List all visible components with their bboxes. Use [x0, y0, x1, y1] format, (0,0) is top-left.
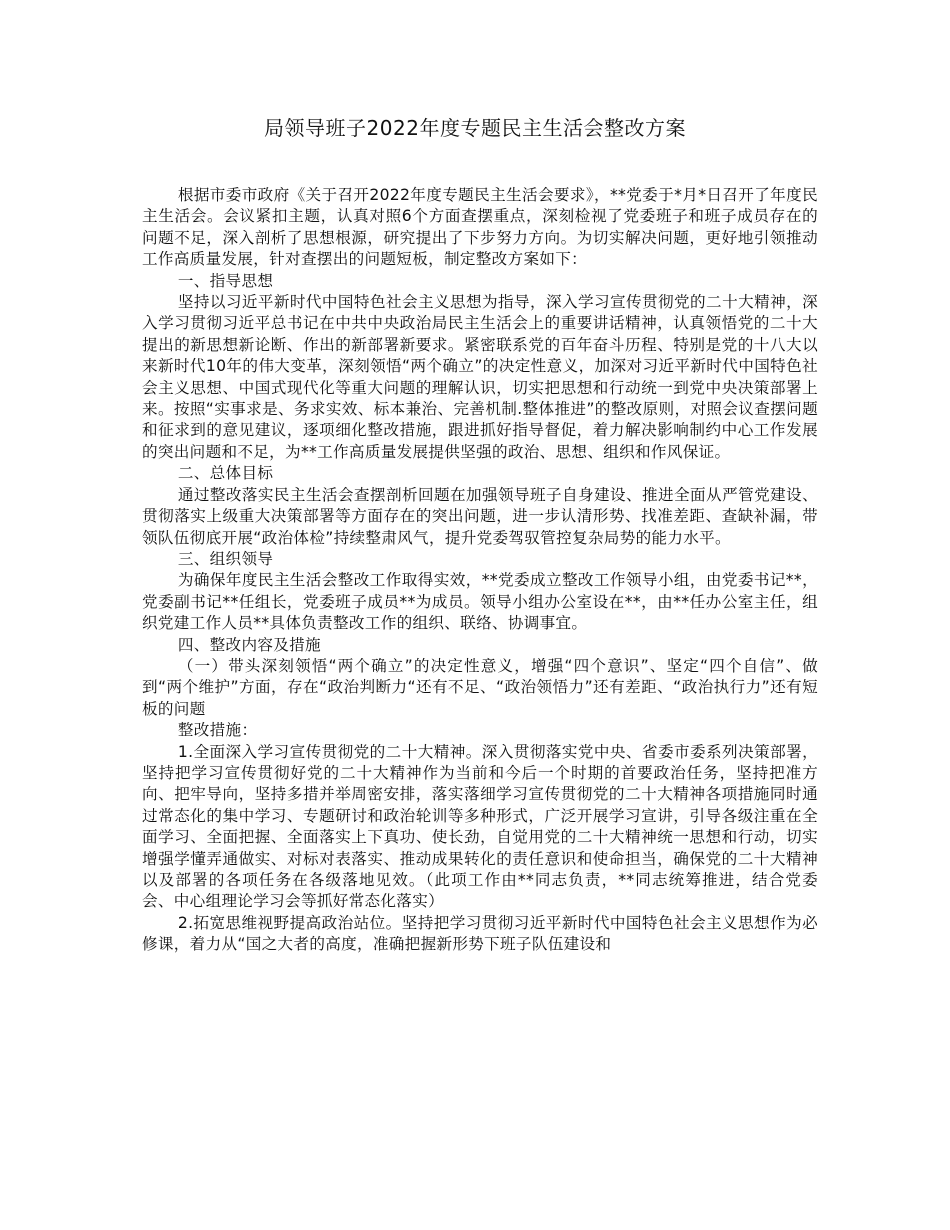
paragraph-measure-one: 1.全面深入学习宣传贯彻党的二十大精神。深入贯彻落实党中央、省委市委系列决策部署，坚持把学习宣传贯彻好党的二十大精神作为当前和今后一个时期的首要政治任务，坚持把准方向、把牢导向，坚持多措并举周密安排，落实落细学习宣传贯彻党的二十大精神各项措施同时通过常态化的集中学习、专题研讨和政治轮训等多种形式，广泛开展学习宣讲，引导各级注重在全面学习、全面把握、全面落实上下真功、使长劲，自觉用党的二十大精神统一思想和行动，切实增强学懂弄通做实、对标对表落实、推动成果转化的责任意识和使命担当，确保党的二十大精神以及部署的各项任务在各级落地见效。（此项工作由**同志负责，**同志统筹推进，结合党委会、中心组理论学习会等抓好常态化落实）: [142, 742, 818, 911]
paragraph-guiding-ideology: 坚持以习近平新时代中国特色社会主义思想为指导，深入学习宣传贯彻党的二十大精神，深入学习贯彻习近平总书记在中共中央政治局民主生活会上的重要讲话精神，认真领悟党的二十大提出的新思想新论断、作出的新部署新要求。紧密联系党的百年奋斗历程、特别是党的十八大以来新时代10年的伟大变革，深刻领悟“两个确立”的决定性意义，加深对习近平新时代中国特色社会主义思想、中国式现代化等重大问题的理解认识，切实把思想和行动统一到党中央决策部署上来。按照“实事求是、务求实效、标本兼治、完善机制.整体推进”的整改原则，对照会议查摆问题和征求到的意见建议，逐项细化整改措施，跟进抓好指导督促，着力解决影响制约中心工作发展的突出问题和不足，为**工作高质量发展提供坚强的政治、思想、组织和作风保证。: [142, 293, 818, 461]
paragraph-measures-label: 整改措施：: [177, 721, 258, 740]
document-title: 局领导班子2022年度专题民主生活会整改方案: [264, 116, 686, 140]
document-body: [142, 185, 818, 956]
paragraph-issue-one: （一）带头深刻领悟“两个确立”的决定性意义，增强“四个意识”、坚定“四个自信”、做到“两个维护”方面，存在“政治判断力“还有不足、“政治领悟力”还有差距、“政治执行力”还有短板的问题: [142, 656, 818, 718]
section-heading-organization: 三、组织领导: [177, 549, 274, 568]
paragraph-overall-goal: 通过整改落实民主生活会查摆剖析回题在加强领导班子自身建设、推进全面从严管党建设、贯彻落实上级重大决策部署等方面存在的突出问题，进一步认清形势、找准差距、查缺补漏，带领队伍彻底开展“政治体检”持续整肃风气，提升党委驾驭管控复杂局势的能力水平。: [142, 485, 818, 547]
section-heading-guiding-ideology: 一、指导思想: [177, 271, 274, 290]
paragraph-measure-two: 2.拓宽思维视野提高政治站位。坚持把学习贯彻习近平新时代中国特色社会主义思想作为必修课，着力从“国之大者的高度，准确把握新形势下班子队伍建设和: [142, 913, 818, 954]
paragraph-intro: 根据市委市政府《关于召开2022年度专题民主生活会要求》，**党委于*月*日召开了年度民主生活会。会议紧扣主题，认真对照6个方面查摆重点，深刻检视了党委班子和班子成员存在的问题不足，深入剖析了思想根源，研究提出了下步努力方向。为切实解决问题，更好地引领推动工作高质量发展，针对查摆出的问题短板，制定整改方案如下：: [142, 186, 818, 269]
paragraph-organization: 为确保年度民主生活会整改工作取得实效，**党委成立整改工作领导小组，由党委书记**，党委副书记**任组长，党委班子成员**为成员。领导小组办公室设在**，由**任办公室主任，组织党建工作人员**具体负责整改工作的组织、联络、协调事宜。: [142, 571, 818, 633]
section-heading-measures: 四、整改内容及措施: [177, 635, 321, 654]
section-heading-overall-goal: 二、总体目标: [177, 464, 274, 483]
